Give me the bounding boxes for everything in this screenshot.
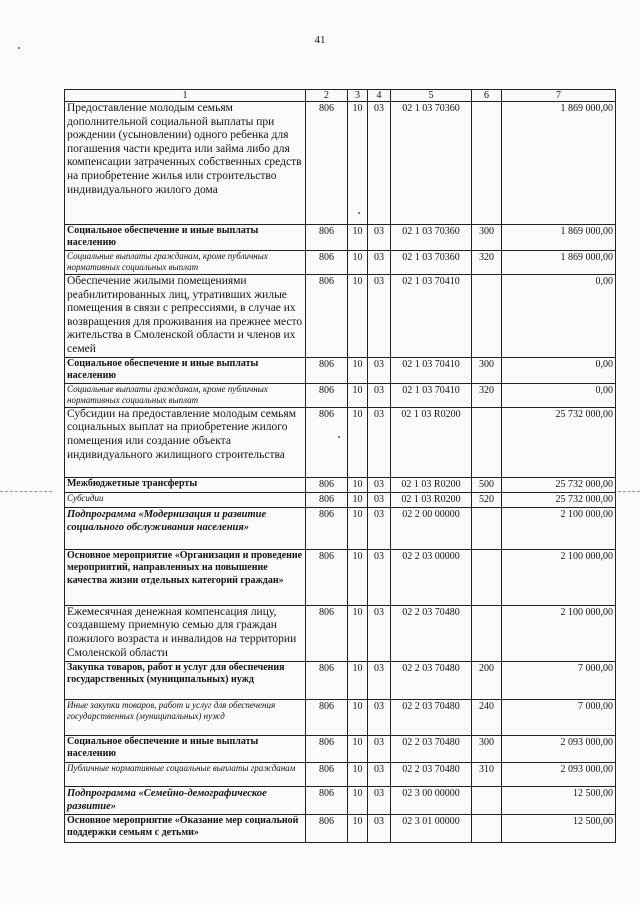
amount: 2 100 000,00: [502, 605, 616, 661]
row-name: Межбюджетные трансферты: [65, 477, 306, 492]
table-row: [65, 661, 616, 699]
amount: 2 100 000,00: [502, 549, 616, 605]
section-code: 10: [348, 251, 368, 275]
ministry-code: 806: [306, 605, 348, 661]
subsection-code: 03: [368, 492, 391, 507]
ministry-code: 806: [306, 275, 348, 358]
section-code: 10: [348, 275, 368, 358]
target-article-code: 02 2 03 70480: [391, 661, 472, 699]
row-name: Социальные выплаты гражданам, кроме публичных нормативных социальных выплат: [65, 383, 306, 407]
column-number: 4: [368, 90, 391, 102]
row-name: Ежемесячная денежная компенсация лицу, создавшему приемную семью для граждан пожилого возраста и инвалидов на территории Смоленской области: [65, 605, 306, 661]
row-name: Социальное обеспечение и иные выплаты населению: [65, 225, 306, 251]
row-name: Основное мероприятие «Оказание мер социальной поддержки семьям с детьми»: [65, 814, 306, 842]
row-name: Субсидии: [65, 492, 306, 507]
expense-type-code: [472, 102, 502, 225]
ministry-code: 806: [306, 549, 348, 605]
table-row: [65, 358, 616, 384]
amount: 1 869 000,00: [502, 102, 616, 225]
expense-type-code: 200: [472, 661, 502, 699]
expense-type-code: 310: [472, 762, 502, 786]
target-article-code: 02 2 03 70480: [391, 762, 472, 786]
target-article-code: 02 2 03 70480: [391, 699, 472, 735]
expense-type-code: 520: [472, 492, 502, 507]
ministry-code: 806: [306, 102, 348, 225]
target-article-code: 02 1 03 R0200: [391, 407, 472, 477]
section-code: 10: [348, 383, 368, 407]
scan-speck: [338, 436, 340, 438]
target-article-code: 02 1 03 70410: [391, 275, 472, 358]
amount: 7 000,00: [502, 699, 616, 735]
subsection-code: 03: [368, 358, 391, 384]
ministry-code: 806: [306, 225, 348, 251]
ministry-code: 806: [306, 762, 348, 786]
target-article-code: 02 1 03 70360: [391, 102, 472, 225]
expense-type-code: 300: [472, 735, 502, 762]
expense-type-code: [472, 549, 502, 605]
expense-type-code: 300: [472, 358, 502, 384]
target-article-code: 02 3 00 00000: [391, 786, 472, 814]
row-name: Социальное обеспечение и иные выплаты населению: [65, 735, 306, 762]
expense-type-code: [472, 275, 502, 358]
section-code: 10: [348, 735, 368, 762]
section-code: 10: [348, 661, 368, 699]
row-name: Основное мероприятие «Организация и проведение мероприятий, направленных на повышение качества жизни отдельных категорий граждан»: [65, 549, 306, 605]
subsection-code: 03: [368, 383, 391, 407]
row-name: Обеспечение жилыми помещениями реабилитированных лиц, утративших жилые помещения в связи с репрессиями, в случае их возвращения для проживания на прежнее место жительства в Смоленской области и членов их семей: [65, 275, 306, 358]
ministry-code: 806: [306, 492, 348, 507]
row-name: Закупка товаров, работ и услуг для обеспечения государственных (муниципальных) нужд: [65, 661, 306, 699]
amount: 2 093 000,00: [502, 762, 616, 786]
amount: 25 732 000,00: [502, 477, 616, 492]
table-row: [65, 492, 616, 507]
ministry-code: 806: [306, 358, 348, 384]
subsection-code: 03: [368, 605, 391, 661]
table-row: [65, 735, 616, 762]
section-code: 10: [348, 699, 368, 735]
section-code: 10: [348, 507, 368, 549]
amount: 25 732 000,00: [502, 492, 616, 507]
ministry-code: 806: [306, 814, 348, 842]
column-number-row: [65, 90, 616, 102]
section-code: 10: [348, 762, 368, 786]
subsection-code: 03: [368, 735, 391, 762]
expense-type-code: [472, 786, 502, 814]
table-row: [65, 814, 616, 842]
row-name: Подпрограмма «Семейно-демографическое развитие»: [65, 786, 306, 814]
subsection-code: 03: [368, 762, 391, 786]
row-name: Публичные нормативные социальные выплаты гражданам: [65, 762, 306, 786]
subsection-code: 03: [368, 786, 391, 814]
expense-type-code: [472, 507, 502, 549]
scan-fold-mark-left: [0, 491, 52, 493]
table-row: [65, 383, 616, 407]
table-row: [65, 699, 616, 735]
section-code: 10: [348, 358, 368, 384]
scan-speck: [358, 212, 360, 214]
subsection-code: 03: [368, 699, 391, 735]
row-name: Подпрограмма «Модернизация и развитие социального обслуживания населения»: [65, 507, 306, 549]
row-name: Субсидии на предоставление молодым семьям социальных выплат на приобретение жилого помещения или создание объекта индивидуального жилищного строительства: [65, 407, 306, 477]
target-article-code: 02 2 00 00000: [391, 507, 472, 549]
target-article-code: 02 1 03 70410: [391, 358, 472, 384]
expense-type-code: 320: [472, 383, 502, 407]
expense-type-code: [472, 814, 502, 842]
amount: 12 500,00: [502, 786, 616, 814]
column-number: 2: [306, 90, 348, 102]
table-row: [65, 786, 616, 814]
section-code: 10: [348, 407, 368, 477]
row-name: Социальные выплаты гражданам, кроме публичных нормативных социальных выплат: [65, 251, 306, 275]
subsection-code: 03: [368, 477, 391, 492]
section-code: 10: [348, 605, 368, 661]
ministry-code: 806: [306, 786, 348, 814]
expense-type-code: 500: [472, 477, 502, 492]
table-row: [65, 477, 616, 492]
target-article-code: 02 1 03 70360: [391, 251, 472, 275]
section-code: 10: [348, 549, 368, 605]
column-number: 1: [65, 90, 306, 102]
budget-table: [64, 89, 616, 843]
section-code: 10: [348, 477, 368, 492]
subsection-code: 03: [368, 814, 391, 842]
column-number: 5: [391, 90, 472, 102]
column-number: 6: [472, 90, 502, 102]
subsection-code: 03: [368, 225, 391, 251]
expense-type-code: [472, 605, 502, 661]
amount: 7 000,00: [502, 661, 616, 699]
subsection-code: 03: [368, 407, 391, 477]
amount: 12 500,00: [502, 814, 616, 842]
amount: 0,00: [502, 358, 616, 384]
table-row: [65, 407, 616, 477]
expense-type-code: 300: [472, 225, 502, 251]
amount: 2 100 000,00: [502, 507, 616, 549]
target-article-code: 02 3 01 00000: [391, 814, 472, 842]
section-code: 10: [348, 814, 368, 842]
subsection-code: 03: [368, 102, 391, 225]
amount: 2 093 000,00: [502, 735, 616, 762]
amount: 25 732 000,00: [502, 407, 616, 477]
expense-type-code: 320: [472, 251, 502, 275]
table-row: [65, 275, 616, 358]
column-number: 3: [348, 90, 368, 102]
row-name: Предоставление молодым семьям дополнительной социальной выплаты при рождении (усыновлении) одного ребенка для погашения части кредита или займа либо для компенсации затраченных собственных средств на приобретение жилья или строительство индивидуального жилого дома: [65, 102, 306, 225]
section-code: 10: [348, 102, 368, 225]
ministry-code: 806: [306, 251, 348, 275]
subsection-code: 03: [368, 507, 391, 549]
ministry-code: 806: [306, 699, 348, 735]
subsection-code: 03: [368, 251, 391, 275]
table-row: [65, 762, 616, 786]
expense-type-code: [472, 407, 502, 477]
amount: 0,00: [502, 275, 616, 358]
subsection-code: 03: [368, 275, 391, 358]
target-article-code: 02 2 03 00000: [391, 549, 472, 605]
expense-type-code: 240: [472, 699, 502, 735]
section-code: 10: [348, 225, 368, 251]
ministry-code: 806: [306, 407, 348, 477]
row-name: Иные закупки товаров, работ и услуг для обеспечения государственных (муниципальных) нужд: [65, 699, 306, 735]
section-code: 10: [348, 492, 368, 507]
ministry-code: 806: [306, 507, 348, 549]
row-name: Социальное обеспечение и иные выплаты населению: [65, 358, 306, 384]
target-article-code: 02 2 03 70480: [391, 605, 472, 661]
ministry-code: 806: [306, 383, 348, 407]
page-number: 41: [314, 34, 326, 46]
section-code: 10: [348, 786, 368, 814]
scan-fold-mark-right: [618, 491, 640, 493]
table-row: [65, 102, 616, 225]
table-row: [65, 549, 616, 605]
amount: 1 869 000,00: [502, 251, 616, 275]
table-row: [65, 225, 616, 251]
ministry-code: 806: [306, 661, 348, 699]
ministry-code: 806: [306, 735, 348, 762]
target-article-code: 02 2 03 70480: [391, 735, 472, 762]
target-article-code: 02 1 03 70410: [391, 383, 472, 407]
table-row: [65, 507, 616, 549]
target-article-code: 02 1 03 R0200: [391, 492, 472, 507]
column-number: 7: [502, 90, 616, 102]
amount: 0,00: [502, 383, 616, 407]
table-row: [65, 251, 616, 275]
target-article-code: 02 1 03 R0200: [391, 477, 472, 492]
scan-speck: [18, 47, 20, 49]
amount: 1 869 000,00: [502, 225, 616, 251]
ministry-code: 806: [306, 477, 348, 492]
target-article-code: 02 1 03 70360: [391, 225, 472, 251]
subsection-code: 03: [368, 549, 391, 605]
table-row: [65, 605, 616, 661]
subsection-code: 03: [368, 661, 391, 699]
